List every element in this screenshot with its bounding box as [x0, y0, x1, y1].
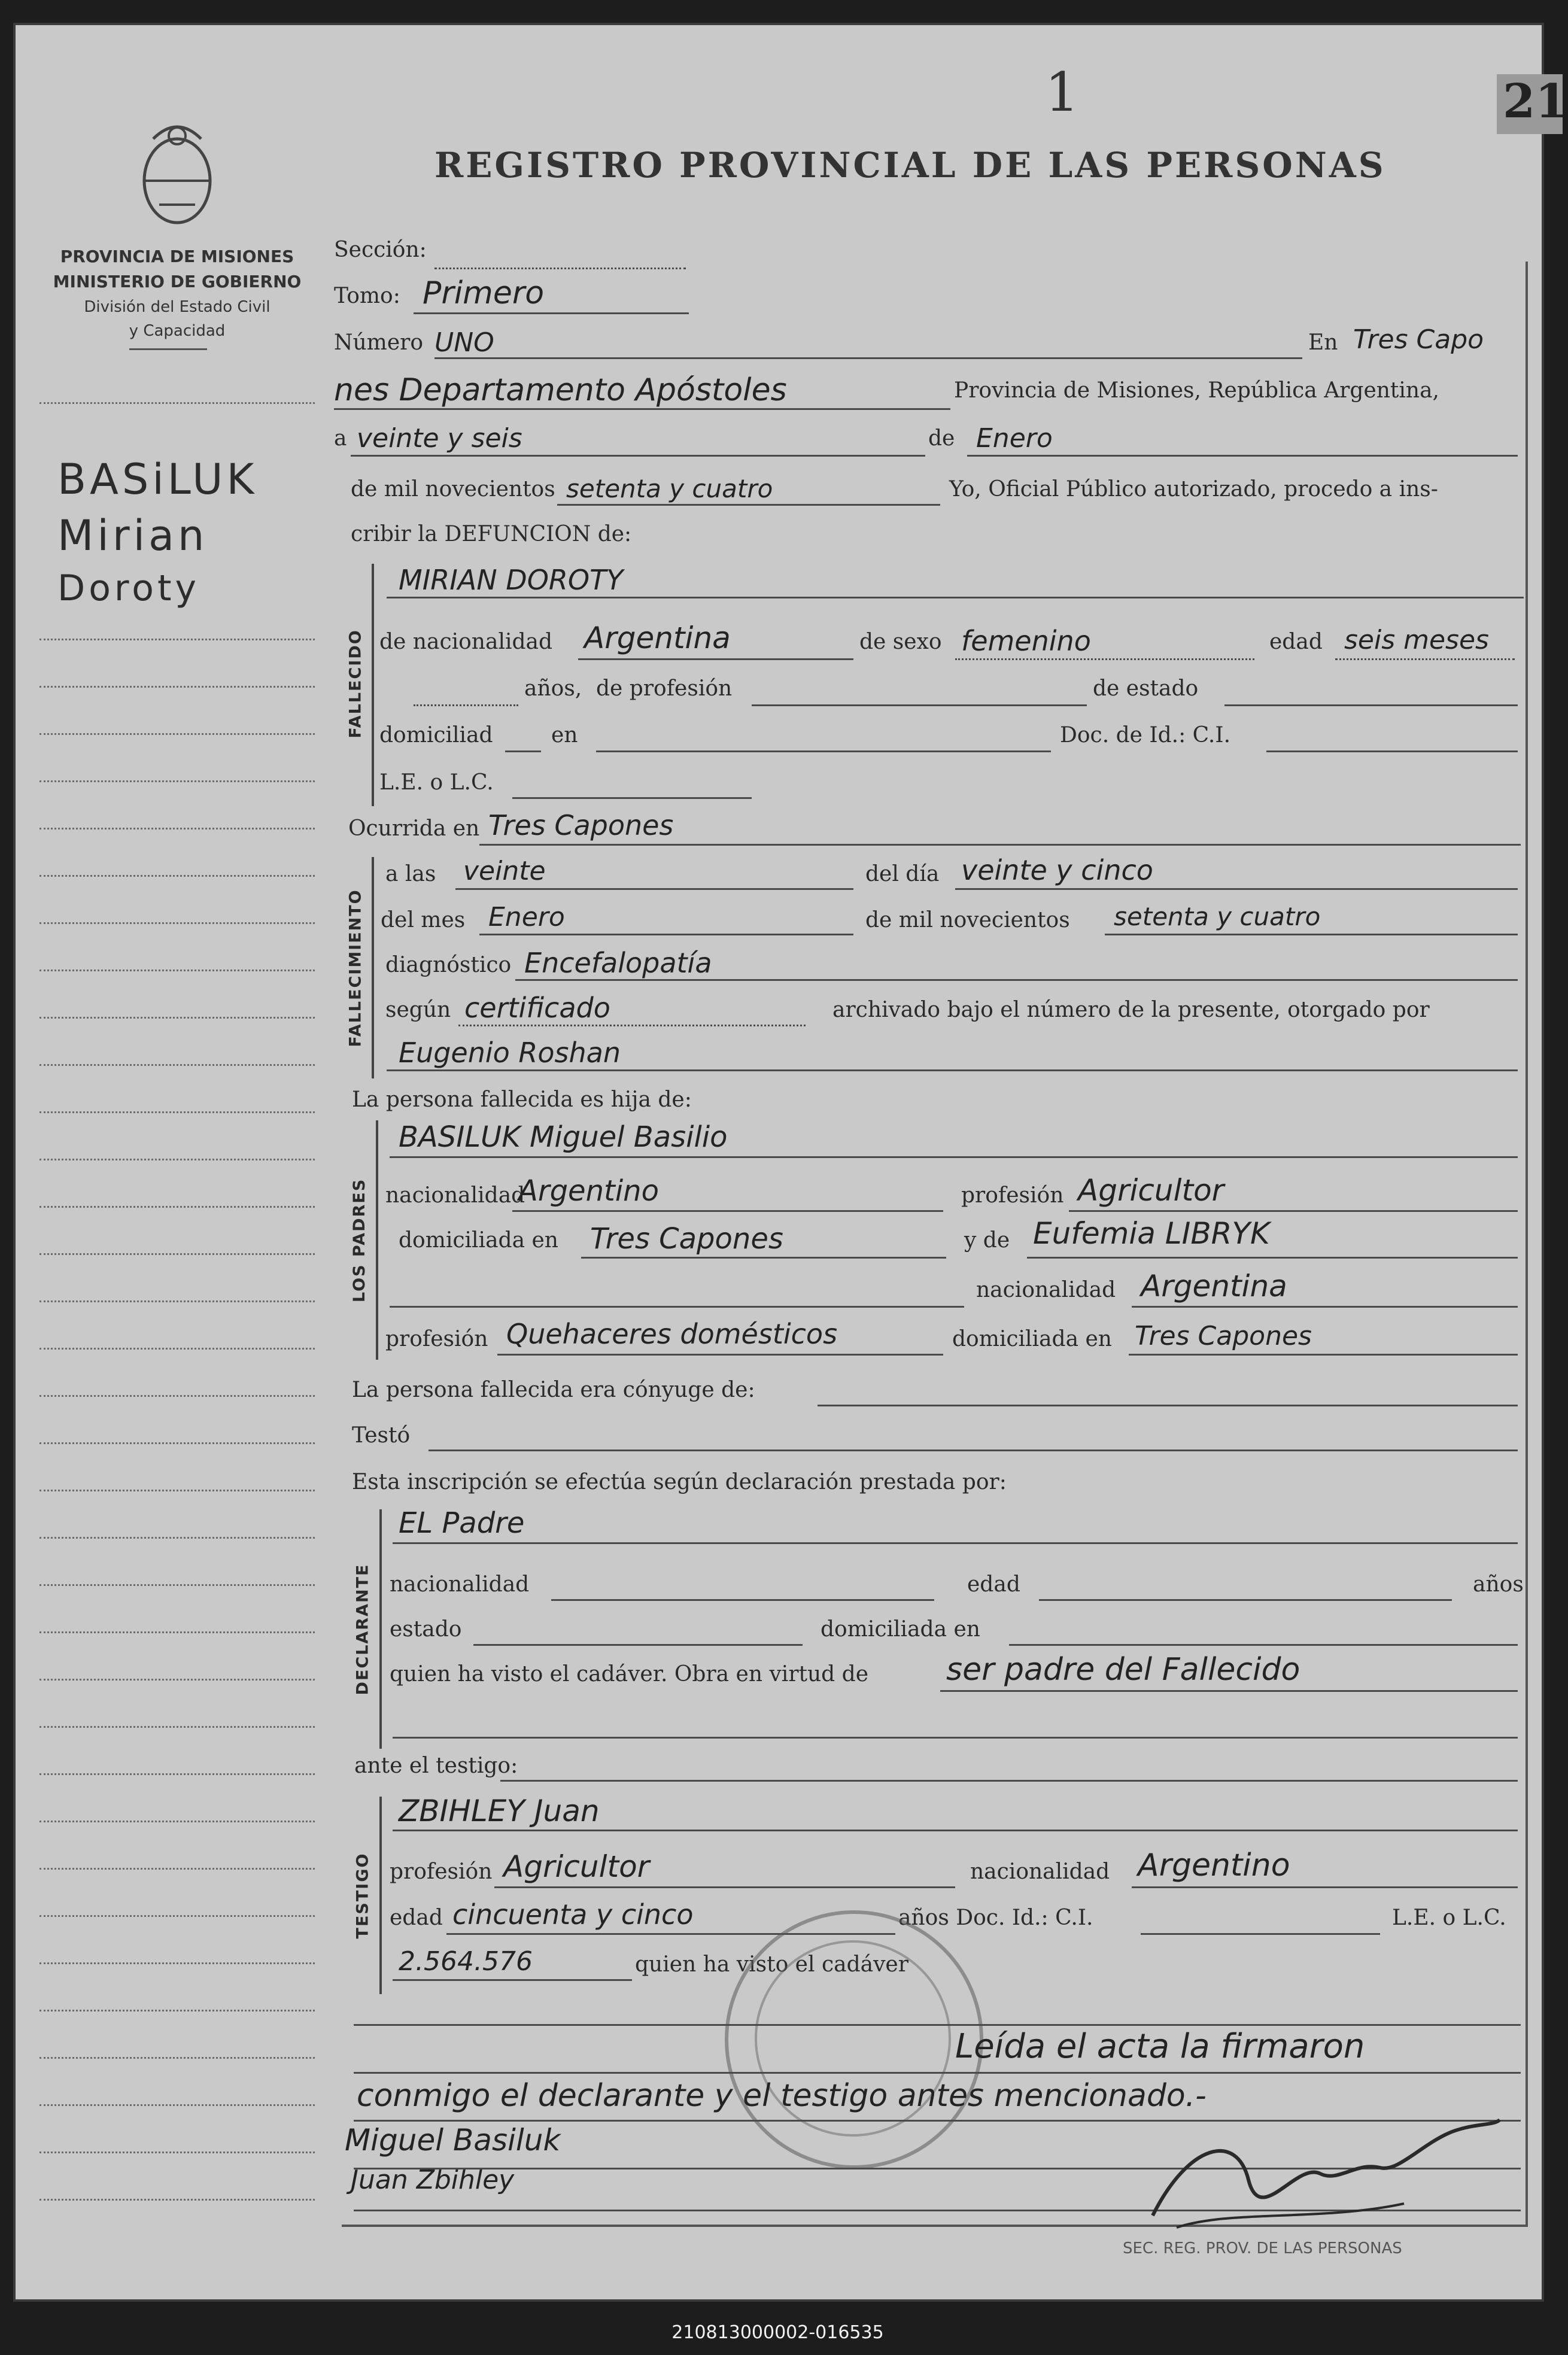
declarante-name-line — [393, 1542, 1518, 1544]
padres-domiciliada2-value: Tres Capones — [1135, 1321, 1312, 1351]
left-ruled-line — [39, 1017, 315, 1019]
declarante-edad-label: edad — [967, 1572, 1020, 1597]
closing-line1: Leída el acta la firmaron — [955, 2027, 1365, 2066]
father-line — [390, 1156, 1518, 1158]
tomo-label: Tomo: — [334, 284, 400, 308]
declarante-domiciliada-line — [1009, 1644, 1518, 1646]
signature-1: Miguel Basiluk — [345, 2123, 561, 2158]
doctor-value: Eugenio Roshan — [399, 1037, 621, 1069]
y-de-label: y de — [964, 1228, 1010, 1253]
left-ruled-line — [39, 1442, 315, 1444]
padres-profesion2-line — [497, 1354, 943, 1356]
fallecido-doc-line — [1266, 750, 1518, 752]
padres-profesion2-value: Quehaceres domésticos — [506, 1318, 838, 1350]
left-ruled-line — [39, 1537, 315, 1539]
fallecimiento-del-mes-line — [479, 934, 853, 935]
fallecimiento-del-dia-value: veinte y cinco — [961, 854, 1153, 886]
left-ruled-line — [39, 1584, 315, 1586]
fallecido-section-label: FALLECIDO — [346, 628, 365, 739]
testo-label: Testó — [352, 1423, 411, 1448]
official-signature — [1141, 2108, 1512, 2239]
padres-domiciliada-line — [581, 1257, 946, 1259]
fallecido-sexo-label: de sexo — [859, 630, 942, 654]
fallecimiento-a-las-label: a las — [385, 862, 436, 886]
left-ruled-line — [39, 2057, 315, 2059]
seccion-label: Sección: — [334, 238, 427, 262]
closing-line2: conmigo el declarante y el testigo antes mencionado.- — [357, 2078, 1207, 2114]
fallecimiento-section-label: FALLECIMIENTO — [346, 888, 365, 1047]
closing-line1-rule — [354, 2072, 1521, 2074]
archivado-text: archivado bajo el número de la presente, otorgado por — [832, 998, 1430, 1022]
padres-profesion2-label: profesión — [385, 1327, 488, 1351]
de-label: de — [928, 426, 955, 451]
conyuge-line — [818, 1405, 1518, 1406]
declarante-quien-label: quien ha visto el cadáver. Obra en virtud de — [390, 1662, 869, 1687]
declarante-estado-label: estado — [390, 1617, 462, 1642]
padres-section-label: LOS PADRES — [350, 1178, 369, 1302]
fallecido-profesion-label: de profesión — [596, 676, 733, 701]
padres-domiciliada2-label: domiciliada en — [952, 1327, 1112, 1351]
ocurrida-value: Tres Capones — [488, 809, 674, 841]
fallecimiento-del-dia-label: del día — [865, 862, 940, 886]
fallecido-nacionalidad-line — [578, 658, 853, 660]
fallecido-edad-line — [1335, 658, 1515, 660]
left-ruled-line — [39, 2104, 315, 2106]
left-header-rule — [129, 348, 207, 350]
left-ruled-line — [39, 1111, 315, 1113]
ante-label: ante el testigo: — [354, 1754, 518, 1778]
declarante-anos-label: años — [1473, 1572, 1524, 1597]
declarante-name: EL Padre — [399, 1506, 525, 1540]
fallecido-nacionalidad-value: Argentina — [584, 621, 731, 655]
testigo-doc-line — [1141, 1933, 1380, 1935]
padres-profesion-label: profesión — [961, 1183, 1064, 1208]
fallecido-domicilio-label: domiciliad — [379, 723, 493, 747]
left-header-line4: y Capacidad — [129, 322, 226, 340]
testigo-profesion-value: Agricultor — [503, 1849, 650, 1884]
fallecimiento-a-las-value: veinte — [463, 856, 546, 886]
closing-blank-line — [354, 2024, 1521, 2026]
fallecido-name: MIRIAN DOROTY — [399, 564, 624, 596]
declarante-domiciliada-label: domiciliada en — [821, 1617, 980, 1642]
fallecido-estado-line — [1224, 704, 1518, 706]
left-ruled-line — [39, 1773, 315, 1775]
coat-of-arms-icon — [129, 115, 225, 235]
left-ruled-line — [39, 875, 315, 877]
left-ruled-line — [39, 1253, 315, 1255]
left-ruled-line — [39, 2152, 315, 2153]
diagnostico-value: Encefalopatía — [524, 947, 712, 979]
ocurrida-line — [479, 844, 1521, 846]
fallecido-en-label: en — [551, 723, 578, 747]
left-ruled-line — [39, 1631, 315, 1633]
testigo-quien-label: quien ha visto el cadáver — [635, 1952, 908, 1977]
left-ruled-line — [39, 1726, 315, 1728]
padres-domiciliada-label: domiciliada en — [399, 1228, 558, 1253]
en-label: En — [1308, 330, 1338, 355]
corner-number: 21 — [1497, 74, 1563, 134]
fallecido-anos-label: años, — [524, 676, 582, 701]
inscribir-text: cribir la DEFUNCION de: — [351, 522, 632, 546]
fallecido-estado-label: de estado — [1093, 676, 1199, 701]
testigo-profesion-label: profesión — [390, 1859, 493, 1884]
testigo-doc-value-line — [393, 1979, 632, 1981]
declarante-virtud-line — [940, 1690, 1518, 1692]
declarante-blank-line — [393, 1737, 1518, 1739]
fallecimiento-del-dia-line — [955, 888, 1518, 890]
segun-line — [458, 1025, 806, 1026]
year-value: setenta y cuatro — [566, 474, 773, 503]
tomo-value: Primero — [423, 275, 545, 311]
diagnostico-line — [515, 979, 1518, 981]
hija-label: La persona fallecida es hija de: — [352, 1087, 692, 1112]
testigo-name: ZBIHLEY Juan — [399, 1794, 600, 1828]
left-ruled-line — [39, 2199, 315, 2201]
left-ruled-line — [39, 1395, 315, 1397]
conyuge-label: La persona fallecida era cónyuge de: — [352, 1378, 755, 1402]
fallecido-nacionalidad-label: de nacionalidad — [379, 630, 553, 654]
mother-line — [1027, 1257, 1518, 1259]
padres-profesion-value: Agricultor — [1078, 1173, 1224, 1208]
signature-2: Juan Zbihley — [351, 2165, 515, 2195]
fallecimiento-year-value: setenta y cuatro — [1114, 902, 1321, 931]
year-line — [557, 504, 940, 506]
stamp-text: SEC. REG. PROV. DE LAS PERSONAS — [1123, 2239, 1402, 2257]
ocurrida-label: Ocurrida en — [348, 816, 480, 841]
testigo-name-line — [393, 1830, 1518, 1831]
fallecimiento-year-line — [1105, 934, 1518, 935]
left-ruled-line — [39, 1064, 315, 1066]
left-ruled-line — [39, 686, 315, 688]
testigo-section-label: TESTIGO — [353, 1852, 372, 1938]
tomo-line — [414, 312, 689, 314]
testigo-edad-label: edad — [390, 1906, 443, 1930]
padres-domiciliada-value: Tres Capones — [590, 1222, 783, 1256]
padres-blank-line — [390, 1306, 964, 1308]
numero-value: UNO — [434, 327, 494, 358]
left-ruled-line — [39, 922, 315, 924]
month-value: Enero — [976, 423, 1053, 454]
left-ruled-line — [39, 1679, 315, 1681]
declaracion-label: Esta inscripción se efectúa según declaración prestada por: — [352, 1470, 1007, 1494]
fallecido-sexo-line — [955, 658, 1254, 660]
left-ruled-line — [39, 1868, 315, 1870]
fallecido-en-line — [596, 750, 1051, 752]
declarante-section-label: DECLARANTE — [353, 1563, 372, 1695]
fallecido-le-line — [512, 797, 752, 799]
testo-line — [429, 1450, 1518, 1451]
fallecido-name-line — [387, 597, 1524, 598]
numero-label: Número — [334, 330, 424, 355]
padres-domiciliada2-line — [1129, 1354, 1518, 1356]
left-ruled-line — [39, 2010, 315, 2011]
testigo-nacionalidad-value: Argentino — [1138, 1847, 1290, 1883]
document-sheet — [13, 23, 1568, 2302]
place-line — [334, 408, 950, 410]
fallecido-domicilio-line — [505, 750, 541, 752]
padres-nacionalidad-label: nacionalidad — [385, 1183, 525, 1208]
diagnostico-label: diagnóstico — [385, 953, 512, 977]
left-ruled-line — [39, 1490, 315, 1491]
left-ruled-line — [39, 402, 315, 404]
padres-nacionalidad-line — [512, 1210, 943, 1212]
left-ruled-line — [39, 1915, 315, 1917]
fallecido-edad-value: seis meses — [1344, 625, 1489, 655]
left-ruled-line — [39, 639, 315, 640]
testigo-edad-value: cincuenta y cinco — [452, 1898, 694, 1931]
fallecimiento-a-las-line — [455, 888, 853, 890]
left-ruled-line — [39, 828, 315, 829]
provincia-text: Provincia de Misiones, República Argentina, — [954, 378, 1440, 403]
day-value: veinte y seis — [357, 423, 522, 454]
left-ruled-line — [39, 1821, 315, 1822]
padres-nacionalidad2-line — [1132, 1306, 1518, 1308]
numero-line — [434, 357, 1302, 359]
padres-nacionalidad-value: Argentino — [518, 1174, 659, 1208]
testigo-anos-doc-label: años Doc. Id.: C.I. — [898, 1906, 1093, 1930]
left-ruled-line — [39, 733, 315, 735]
declarante-nacionalidad-line — [551, 1599, 934, 1601]
left-header-line2: MINISTERIO DE GOBIERNO — [53, 272, 302, 291]
padres-profesion-line — [1069, 1210, 1518, 1212]
left-ruled-line — [39, 1159, 315, 1160]
doctor-line — [387, 1069, 1518, 1071]
declarante-nacionalidad-label: nacionalidad — [390, 1572, 530, 1597]
padres-nacionalidad2-value: Argentina — [1141, 1269, 1287, 1303]
ante-line — [500, 1780, 1518, 1782]
declarante-virtud-value: ser padre del Fallecido — [946, 1652, 1300, 1688]
segun-value: certificado — [464, 992, 610, 1024]
fallecido-le-label: L.E. o L.C. — [379, 770, 494, 795]
left-ruled-line — [39, 1962, 315, 1964]
page-number: 1 — [1045, 61, 1080, 124]
left-header-line1: PROVINCIA DE MISIONES — [60, 247, 294, 266]
place-value: nes Departamento Apóstoles — [334, 372, 787, 408]
left-ruled-line — [39, 1300, 315, 1302]
footer-id: 210813000002-016535 — [671, 2322, 884, 2343]
testigo-profesion-line — [494, 1886, 955, 1888]
segun-label: según — [385, 998, 451, 1022]
left-ruled-line — [39, 1348, 315, 1350]
document-title: REGISTRO PROVINCIAL DE LAS PERSONAS — [434, 145, 1386, 186]
de-mil-label: de mil novecientos — [351, 477, 555, 502]
left-ruled-line — [39, 970, 315, 971]
declarante-edad-line — [1039, 1599, 1452, 1601]
left-ruled-line — [39, 1206, 315, 1208]
testigo-doc-value: 2.564.576 — [399, 1946, 533, 1977]
fallecido-edad-label: edad — [1269, 630, 1323, 654]
left-name-second: Doroty — [57, 567, 200, 609]
testigo-le-label: L.E. o L.C. — [1392, 1906, 1506, 1930]
day-line — [351, 455, 925, 457]
month-line — [967, 455, 1518, 457]
testigo-nacionalidad-label: nacionalidad — [970, 1859, 1110, 1884]
left-ruled-line — [39, 780, 315, 782]
oficial-text: Yo, Oficial Público autorizado, procedo a ins- — [949, 477, 1438, 502]
father-name: BASILUK Miguel Basilio — [399, 1120, 728, 1154]
fallecido-sexo-value: femenino — [961, 625, 1091, 657]
seccion-line — [434, 268, 686, 269]
en-value: Tres Capo — [1353, 324, 1484, 355]
testigo-nacionalidad-line — [1132, 1886, 1518, 1888]
padres-nacionalidad2-label: nacionalidad — [976, 1278, 1116, 1302]
fallecido-profesion-line — [752, 704, 1087, 706]
left-name-first: Mirian — [57, 511, 208, 560]
fallecimiento-del-mes-value: Enero — [488, 902, 565, 932]
left-name-surname: BASiLUK — [57, 455, 258, 504]
fallecimiento-del-mes-label: del mes — [381, 908, 466, 932]
a-label: a — [334, 426, 347, 451]
fallecido-doc-label: Doc. de Id.: C.I. — [1060, 723, 1231, 747]
left-header-line3: División del Estado Civil — [84, 298, 271, 316]
mother-name: Eufemia LIBRYK — [1033, 1216, 1270, 1251]
fallecimiento-de-mil-label: de mil novecientos — [865, 908, 1070, 932]
fallecido-anos-line — [414, 704, 518, 706]
declarante-estado-line — [473, 1644, 803, 1646]
